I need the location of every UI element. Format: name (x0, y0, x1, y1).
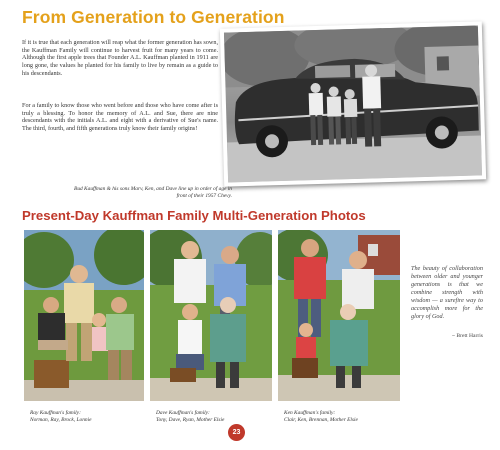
caption-line-1: Dave Kauffman's family: (156, 410, 210, 417)
family-photo-ray (24, 230, 144, 401)
vintage-photo-caption: Bud Kauffman & his sons Marv, Ken, and Dave line up in order of age in front of their 1957 Chevy. (74, 186, 232, 199)
family-photo-caption-ray (30, 410, 140, 423)
caption-line-1: Ken Kauffman's family: (284, 410, 336, 417)
family-photo-dave (150, 230, 272, 401)
quote-attribution: ~ Brett Harris (452, 332, 483, 339)
intro-paragraph-2: For a family to know those who went before and those who have come after is truly a blessing. To honor the memory of A.L. and Sue, there are nine descendants with the initials A.L. and eight with a derivative of Sue's name. The third, fourth, and fifth generations truly know their family origins! (22, 102, 218, 132)
family-photo-ken (278, 230, 400, 401)
vintage-family-photo (220, 21, 486, 186)
pull-quote: The beauty of collaboration between older and younger generations is that we combine strength with wisdom — a surefire way to accomplish more for the glory of God. (411, 265, 483, 320)
family-photo-caption-dave (156, 410, 271, 423)
caption-line-2: Clair, Ken, Brennan, Mother Elsie (284, 416, 358, 423)
page-title: From Generation to Generation (22, 7, 285, 27)
intro-paragraph-1: If it is true that each generation will reap what the former generation has sown, the Kauffman Family will continue to harvest fruit for many years to come. Although the first apple trees that Founder A.L. Kauffman planted in 1911 are long gone, the values he planted for his family to live by remain as a guide to his descendants. (22, 39, 218, 77)
caption-line-1: Ray Kauffman's family: (30, 410, 81, 417)
caption-line-2: Tony, Dave, Ryan, Mother Elsie (156, 416, 225, 423)
family-photo-caption-ken (284, 410, 399, 423)
page-number-badge: 23 (228, 424, 245, 441)
section-heading: Present-Day Kauffman Family Multi-Generation Photos (22, 208, 366, 223)
caption-line-2: Norman, Ray, Brock, Lonnie (30, 416, 92, 423)
